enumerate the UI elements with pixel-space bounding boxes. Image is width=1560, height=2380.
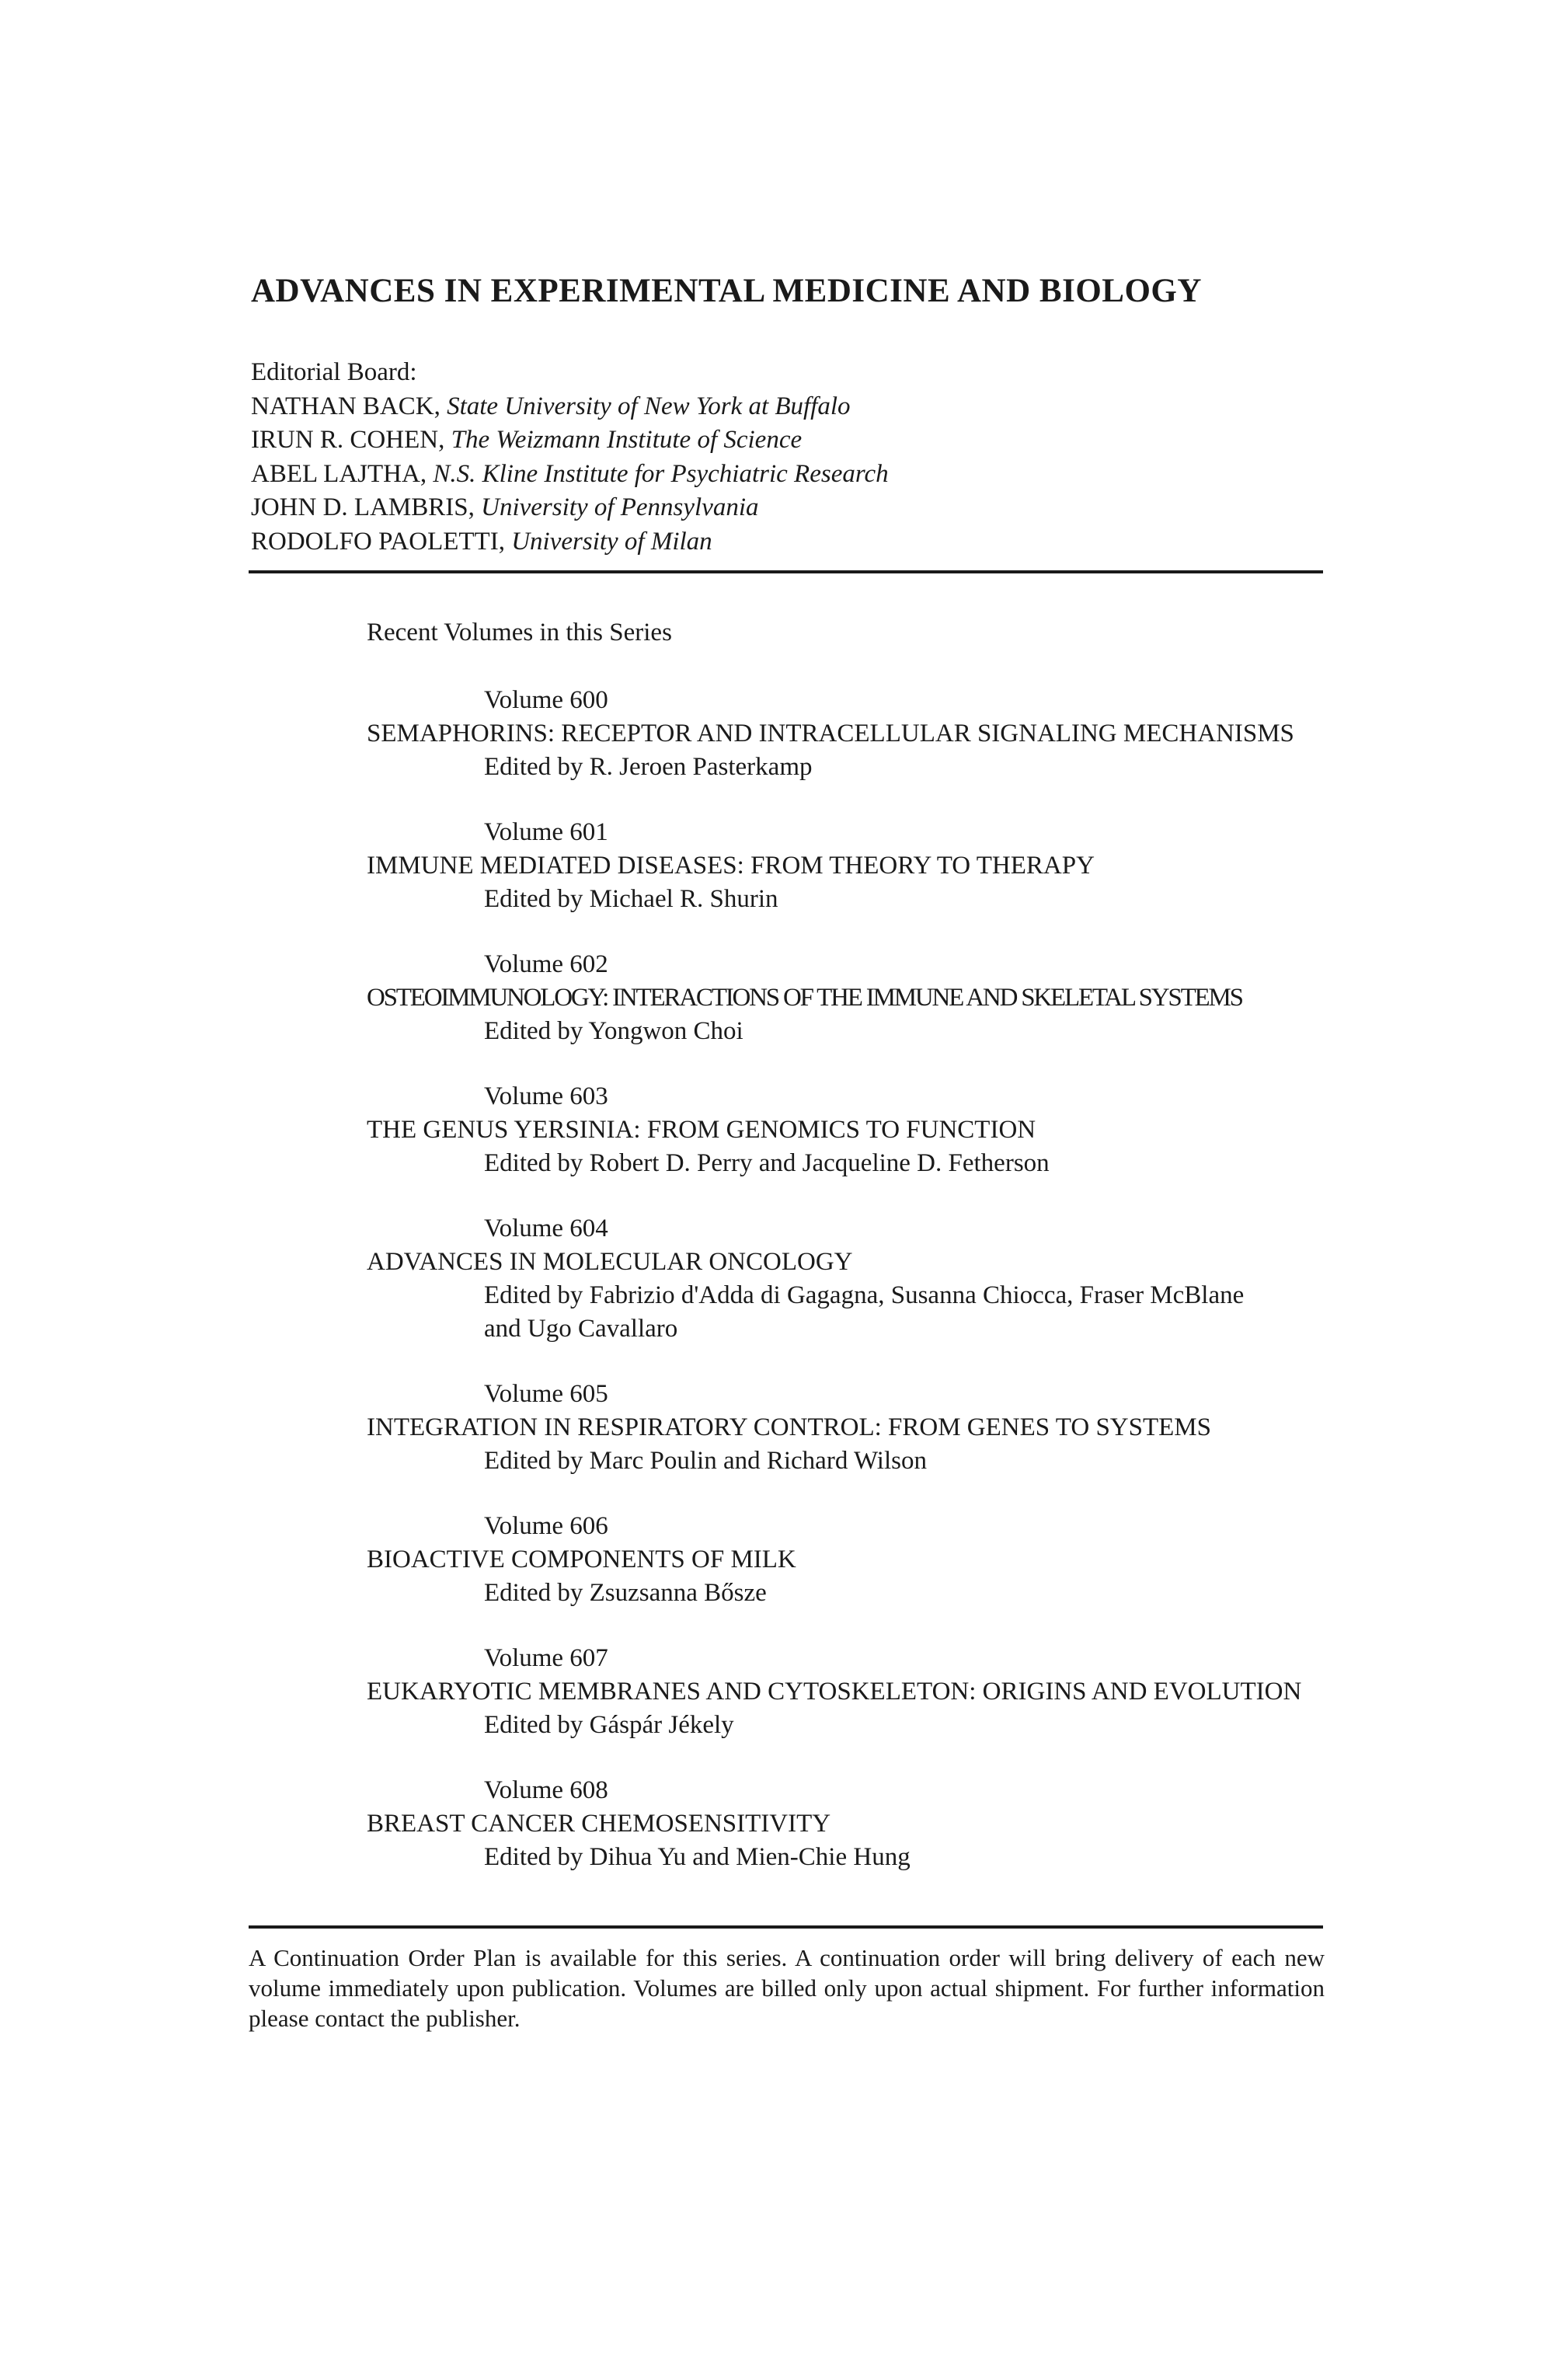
volume-number: Volume 607 bbox=[484, 1644, 608, 1672]
volume-title: BIOACTIVE COMPONENTS OF MILK bbox=[367, 1545, 796, 1573]
board-member bbox=[251, 491, 889, 525]
volume-entry bbox=[367, 1642, 1301, 1742]
volume-entry bbox=[367, 1510, 1301, 1610]
board-member-name: ABEL LAJTHA, bbox=[251, 459, 427, 488]
volume-editors: Edited by Marc Poulin and Richard Wilson bbox=[484, 1447, 927, 1475]
volume-entry bbox=[367, 1212, 1301, 1346]
board-member bbox=[251, 458, 889, 492]
volume-number: Volume 608 bbox=[484, 1776, 608, 1804]
board-member-affiliation: The Weizmann Institute of Science bbox=[451, 426, 803, 454]
board-member-affiliation: State University of New York at Buffalo bbox=[447, 392, 851, 420]
volume-editors: Edited by Zsuzsanna Bősze bbox=[484, 1579, 767, 1607]
board-member bbox=[251, 525, 889, 559]
volume-number: Volume 605 bbox=[484, 1380, 608, 1408]
volume-title: THE GENUS YERSINIA: FROM GENOMICS TO FUNCTION bbox=[367, 1116, 1036, 1144]
recent-volumes-heading: Recent Volumes in this Series bbox=[367, 619, 672, 646]
board-member-name: RODOLFO PAOLETTI, bbox=[251, 527, 505, 556]
board-member bbox=[251, 423, 889, 458]
board-member-name: NATHAN BACK, bbox=[251, 392, 440, 420]
board-member bbox=[251, 390, 889, 424]
board-member-affiliation: University of Pennsylvania bbox=[481, 493, 759, 521]
volume-editors: Edited by Gáspár Jékely bbox=[484, 1711, 734, 1739]
series-title: ADVANCES IN EXPERIMENTAL MEDICINE AND BIOLOGY bbox=[251, 273, 1202, 309]
volume-editors: Edited by Michael R. Shurin bbox=[484, 885, 778, 913]
volume-list bbox=[367, 684, 1301, 1906]
volume-number: Volume 601 bbox=[484, 818, 608, 846]
volume-editors: Edited by Fabrizio d'Adda di Gagagna, Susanna Chiocca, Fraser McBlane and Ugo Cavallaro bbox=[484, 1281, 1245, 1343]
volume-title: BREAST CANCER CHEMOSENSITIVITY bbox=[367, 1810, 831, 1838]
volume-title: OSTEOIMMUNOLOGY: INTERACTIONS OF THE IMMUNE AND SKELETAL SYSTEMS bbox=[367, 984, 1242, 1012]
volume-title: SEMAPHORINS: RECEPTOR AND INTRACELLULAR SIGNALING MECHANISMS bbox=[367, 720, 1294, 747]
editorial-board bbox=[251, 356, 889, 559]
editorial-board-label: Editorial Board: bbox=[251, 358, 417, 386]
volume-entry bbox=[367, 816, 1301, 916]
volume-number: Volume 600 bbox=[484, 686, 608, 714]
volume-entry bbox=[367, 1378, 1301, 1478]
volume-number: Volume 606 bbox=[484, 1512, 608, 1540]
board-member-name: IRUN R. COHEN, bbox=[251, 426, 445, 454]
board-member-name: JOHN D. LAMBRIS, bbox=[251, 493, 475, 521]
volume-title: ADVANCES IN MOLECULAR ONCOLOGY bbox=[367, 1248, 853, 1276]
continuation-order-note: A Continuation Order Plan is available for this series. A continuation order will bring delivery of each new volume immediately upon publication. Volumes are billed only upon actual shipment. For further information please contact the publisher. bbox=[249, 1944, 1325, 2032]
volume-title: INTEGRATION IN RESPIRATORY CONTROL: FROM GENES TO SYSTEMS bbox=[367, 1413, 1211, 1441]
volume-number: Volume 602 bbox=[484, 950, 608, 978]
board-member-affiliation: University of Milan bbox=[511, 527, 712, 556]
volume-number: Volume 603 bbox=[484, 1082, 608, 1110]
volume-entry bbox=[367, 684, 1301, 784]
volume-entry bbox=[367, 1774, 1301, 1874]
volume-entry bbox=[367, 1080, 1301, 1180]
volume-number: Volume 604 bbox=[484, 1214, 608, 1242]
volume-editors: Edited by Dihua Yu and Mien-Chie Hung bbox=[484, 1843, 911, 1871]
top-divider bbox=[249, 570, 1323, 573]
volume-title: IMMUNE MEDIATED DISEASES: FROM THEORY TO THERAPY bbox=[367, 852, 1095, 880]
volume-entry bbox=[367, 948, 1301, 1048]
volume-editors: Edited by Yongwon Choi bbox=[484, 1017, 743, 1045]
bottom-divider bbox=[249, 1925, 1323, 1929]
volume-editors: Edited by Robert D. Perry and Jacqueline D. Fetherson bbox=[484, 1149, 1050, 1177]
board-member-affiliation: N.S. Kline Institute for Psychiatric Research bbox=[433, 459, 889, 488]
volume-editors: Edited by R. Jeroen Pasterkamp bbox=[484, 753, 813, 781]
volume-title: EUKARYOTIC MEMBRANES AND CYTOSKELETON: ORIGINS AND EVOLUTION bbox=[367, 1678, 1302, 1706]
